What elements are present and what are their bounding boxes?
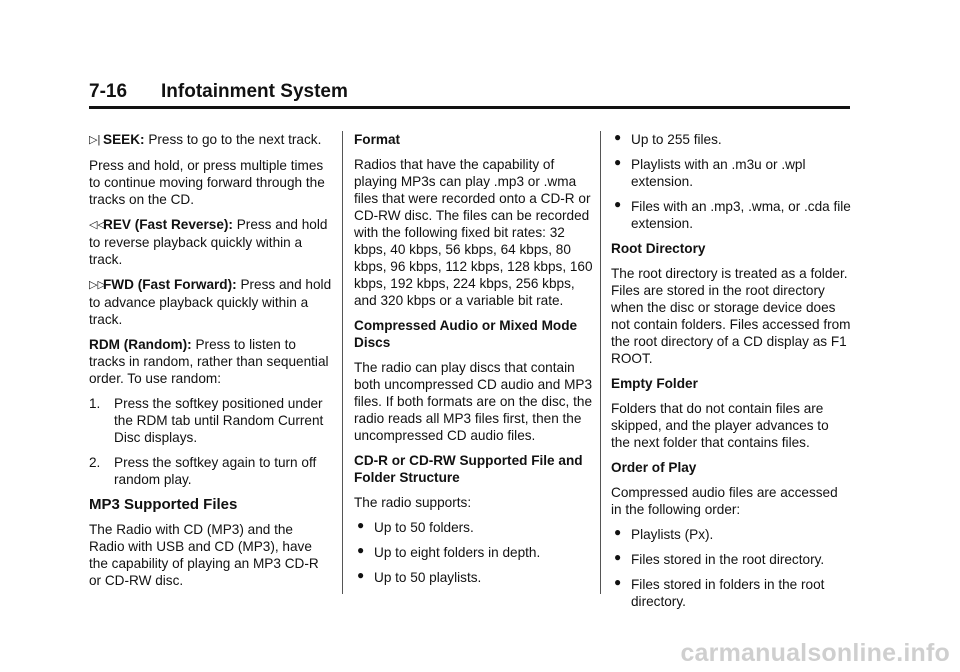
seek-label: SEEK: bbox=[103, 132, 145, 147]
compressed-paragraph: The radio can play discs that contain both uncompressed CD audio and MP3 files. If both formats are on the disc, the radio reads all MP3 files first, then the uncompressed CD audio files. bbox=[354, 360, 593, 443]
watermark: carmanualsonline.info bbox=[680, 639, 950, 667]
format-paragraph: Radios that have the capability of playing MP3s can play .mp3 or .wma files that were recorded onto a CD-R or CD-RW disc. The files can be recorded with the following fixed bit rates: 32 kbps, 40 kbps, 56 kbps, 64 kbps, 80 kbps, 96 kbps, 112 kbps, 128 kbps, 160 kbps, 192 kbps, 224 kbps, 256 kbps, and 320 kbps or a variable bit rate. bbox=[354, 157, 593, 308]
fwd-label: FWD (Fast Forward): bbox=[103, 277, 237, 292]
rdm-text: Press to listen to tracks in random, rather than sequential order. To use random: bbox=[89, 337, 329, 386]
list-item bbox=[611, 156, 851, 190]
rdm-label: RDM (Random): bbox=[89, 337, 192, 352]
bullet-icon: ● bbox=[357, 568, 365, 582]
page-header bbox=[89, 80, 850, 109]
hold-paragraph: Press and hold, or press multiple times to continue moving forward through the tracks on the CD. bbox=[89, 158, 325, 207]
list-item-text: Up to 255 files. bbox=[631, 132, 722, 147]
bullet-icon: ● bbox=[614, 130, 622, 144]
rdm-paragraph bbox=[89, 336, 332, 387]
step-text: Press the softkey positioned under the RDM tab until Random Current Disc displays. bbox=[114, 396, 324, 445]
fast-forward-icon: ▷▷ bbox=[89, 279, 106, 291]
step-text: Press the softkey again to turn off random play. bbox=[114, 455, 317, 487]
bullet-icon: ● bbox=[357, 543, 365, 557]
column-2 bbox=[354, 131, 594, 594]
bullet-icon: ● bbox=[614, 525, 622, 539]
page-number: 7-16 bbox=[89, 81, 128, 102]
supports-paragraph: The radio supports: bbox=[354, 495, 472, 510]
root-paragraph: The root directory is treated as a folder. Files are stored in the root directory when the disc or storage device does not contain folders. Files accessed from the root directory of a CD display as F1 ROOT. bbox=[611, 266, 851, 366]
rev-text: Press and hold to reverse playback quickly within a track. bbox=[89, 217, 328, 267]
list-item-text: Files stored in folders in the root directory. bbox=[631, 577, 825, 609]
list-item bbox=[611, 198, 851, 232]
bullet-icon: ● bbox=[614, 575, 622, 589]
structure-heading: CD-R or CD-RW Supported File and Folder Structure bbox=[354, 453, 583, 485]
bullet-icon: ● bbox=[614, 155, 622, 169]
rewind-icon: ◁◁ bbox=[89, 219, 106, 231]
rev-label: REV (Fast Reverse): bbox=[103, 217, 233, 232]
fwd-text: Press and hold to advance playback quickly within a track. bbox=[89, 277, 332, 327]
list-item bbox=[354, 544, 594, 561]
seek-paragraph bbox=[89, 131, 332, 149]
seek-forward-icon: ▷| bbox=[89, 134, 101, 146]
mp3-paragraph: The Radio with CD (MP3) and the Radio with USB and CD (MP3), have the capability of playing an MP3 CD-R or CD-RW disc. bbox=[89, 522, 319, 588]
bullet-icon: ● bbox=[614, 550, 622, 564]
format-heading: Format bbox=[354, 132, 401, 147]
list-item-text: Up to 50 folders. bbox=[374, 520, 474, 535]
numbered-step bbox=[89, 395, 332, 446]
mp3-heading: MP3 Supported Files bbox=[89, 496, 238, 513]
empty-heading: Empty Folder bbox=[611, 376, 698, 391]
list-item bbox=[611, 526, 851, 543]
list-item-text: Up to 50 playlists. bbox=[374, 570, 482, 585]
bullet-icon: ● bbox=[614, 197, 622, 211]
list-item bbox=[354, 519, 594, 536]
column-3 bbox=[611, 131, 851, 618]
list-item bbox=[611, 131, 851, 148]
column-divider-1 bbox=[342, 131, 343, 594]
compressed-heading: Compressed Audio or Mixed Mode Discs bbox=[354, 318, 578, 350]
list-item-text: Playlists with an .m3u or .wpl extension. bbox=[631, 157, 806, 189]
step-number: 2. bbox=[89, 455, 101, 470]
step-number: 1. bbox=[89, 396, 101, 411]
numbered-step bbox=[89, 454, 332, 488]
order-paragraph: Compressed audio files are accessed in the following order: bbox=[611, 485, 838, 517]
list-item bbox=[354, 569, 594, 586]
fwd-paragraph bbox=[89, 276, 332, 328]
rev-paragraph bbox=[89, 216, 332, 268]
bullet-icon: ● bbox=[357, 518, 365, 532]
section-title: Infotainment System bbox=[161, 81, 348, 102]
list-item-text: Files with an .mp3, .wma, or .cda file extension. bbox=[631, 199, 851, 231]
order-heading: Order of Play bbox=[611, 460, 697, 475]
seek-text: Press to go to the next track. bbox=[144, 132, 322, 147]
list-item bbox=[611, 551, 851, 568]
list-item-text: Playlists (Px). bbox=[631, 527, 714, 542]
list-item-text: Up to eight folders in depth. bbox=[374, 545, 541, 560]
column-divider-2 bbox=[600, 131, 601, 594]
list-item-text: Files stored in the root directory. bbox=[631, 552, 825, 567]
root-heading: Root Directory bbox=[611, 241, 706, 256]
empty-paragraph: Folders that do not contain files are skipped, and the player advances to the next folder that contains files. bbox=[611, 401, 829, 450]
column-1 bbox=[89, 131, 332, 597]
list-item bbox=[611, 576, 851, 610]
